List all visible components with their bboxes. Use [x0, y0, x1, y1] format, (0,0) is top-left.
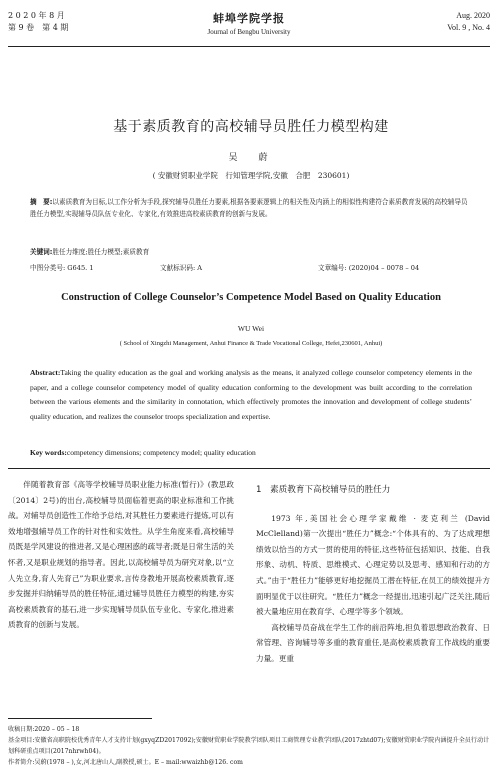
section-1-paragraph-1: 1973 年,美国社会心理学家戴维 · 麦克利兰 (David McClelland)第一次提出“胜任力”概念:“个体具有的、为了达成理想绩效以恰当的方式一贯的使用的特征,这些特征包括知识、技能、自我形象、动机、特质、思维模式、心理定势以及思考、感知和行动的方式。”由于“胜任力”能够更好地挖掘员工潜在特征,在员工的绩效提升方面明显优于以往研究。“胜任力”概念一经提出,迅速引起广泛关注,随后被大量地应用在教育学、心理学等多个领域。 [256, 513, 490, 617]
header-volume-issue-en: Vol. 9 , No. 4 [447, 23, 490, 32]
fund-project: 基金项目:安徽省高职院校优秀青年人才支持计划(gxyqZD2017092);安徽财贸职业学院教学团队项目工商管理专业教学团队(2017zhtd07);安徽财贸职业学院内涵提升全员行动计划科研重点项目(2017nhrwh04)。 [8, 737, 490, 755]
abstract-bottom-rule [8, 468, 490, 469]
running-header [8, 10, 490, 44]
abstract-en-text: Taking the quality education as the goal and working analysis as the means, it analyzed college counselor competency elements in the paper, and a college counselor competency model of quality education conforming to the development was built according to the correlation between the various elements and the similarity in connotation, which effectively promotes the innovation and development of college students’ quality education, and realizes the counselor troops specialization and expertise. [30, 368, 472, 421]
section-1-heading: 1 素质教育下高校辅导员的胜任力 [256, 485, 391, 495]
keywords-en-label: Key words: [30, 448, 67, 457]
article-title-cn: 基于素质教育的高校辅导员胜任力模型构建 [113, 119, 389, 135]
footnotes [8, 724, 490, 768]
clc-number: 中图分类号: G645. 1 [30, 264, 94, 272]
affiliation-en: ( School of Xingzhi Management, Anhui Finance & Trade Vocational College, Hefei,230601, Anhui) [119, 340, 383, 347]
abstract-en [30, 366, 472, 424]
keywords-cn-label: 关键词: [30, 248, 53, 256]
abstract-en-label: Abstract: [30, 368, 61, 377]
author-name-cn: 吴 蔚 [228, 153, 274, 163]
author-name-en: WU Wei [237, 324, 265, 333]
keywords-en-text: competency dimensions; competency model; quality education [66, 448, 256, 457]
keywords-cn-text: 胜任力维度;胜任力模型;素质教育 [52, 248, 150, 256]
journal-title-en: Journal of Bengbu University [207, 28, 291, 36]
header-year-month: 2 0 2 0 年 8 月 [8, 11, 65, 20]
abstract-cn-text: 以素质教育为目标,以工作分析为手段,探究辅导员胜任力要素,根据各要素逻辑上的相关性及内涵上的相似性构建符合素质教育发展的高校辅导员胜任力模型,实现辅导员队伍专业化、专家化,有效推进高校素质教育的创新与发展。 [30, 198, 468, 218]
abstract-cn [30, 196, 472, 220]
section-1-paragraph-2: 高校辅导员奋战在学生工作的前沿阵地,担负着思想政治教育、日常管理、咨询辅导等多重的教育重任,是高校素质教育工作战线的重要力量。更重 [256, 622, 490, 663]
intro-paragraph: 伴随着教育部《高等学校辅导员职业能力标准(暂行)》(教思政〔2014〕2号)的出台,高校辅导员面临着更高的职业标准和工作挑战。对辅导员创造性工作给予总结,对其胜任力要素进行提炼,可以有效地增强辅导员工作的针对性和实效性。从学生角度来看,高校辅导员既是学风建设的推进者,又是心理困惑的疏导者;既是日常生活的关怀者,又是职业规划的指导者。因此,以高校辅导员为研究对象,以“立人先立身,育人先育己”为职业要求,言传身教地开展高校素质教育,逐步发掘并归纳辅导员的胜任特征,通过辅导员胜任力模型的构建,夯实高校素质教育的基石,进一步实现辅导员队伍专业化、专家化,推进素质教育的创新与发展。 [8, 480, 234, 630]
affiliation-cn: ( 安徽财贸职业学院 行知管理学院,安徽 合肥 230601) [152, 171, 350, 180]
body-column-right [256, 477, 490, 667]
journal-title-cn: 蚌埠学院学报 [213, 12, 285, 25]
author-bio: 作者简介:吴蔚(1978 – ),女,河北唐山人,副教授,硕士。E – mail:wwaizhb@126. com [8, 759, 243, 766]
header-volume-issue-cn: 第 9 卷 第 4 期 [8, 23, 69, 32]
header-right [447, 10, 490, 34]
article-number: 文章编号: (2020)04 – 0078 – 04 [318, 264, 420, 272]
received-date: 收稿日期:2020 – 05 – 18 [8, 726, 80, 733]
article-title-en: Construction of College Counselor’s Competence Model Based on Quality Education [61, 292, 441, 303]
footnote-rule [8, 718, 152, 719]
header-date-en: Aug. 2020 [456, 11, 490, 20]
abstract-cn-label: 摘 要: [30, 198, 53, 206]
header-rule [8, 46, 490, 47]
body-column-left [8, 477, 234, 633]
document-code: 文献标识码: A [160, 264, 203, 272]
header-center [8, 10, 490, 36]
classification-row [30, 262, 472, 272]
keywords-en [30, 448, 472, 457]
keywords-cn [30, 246, 472, 256]
